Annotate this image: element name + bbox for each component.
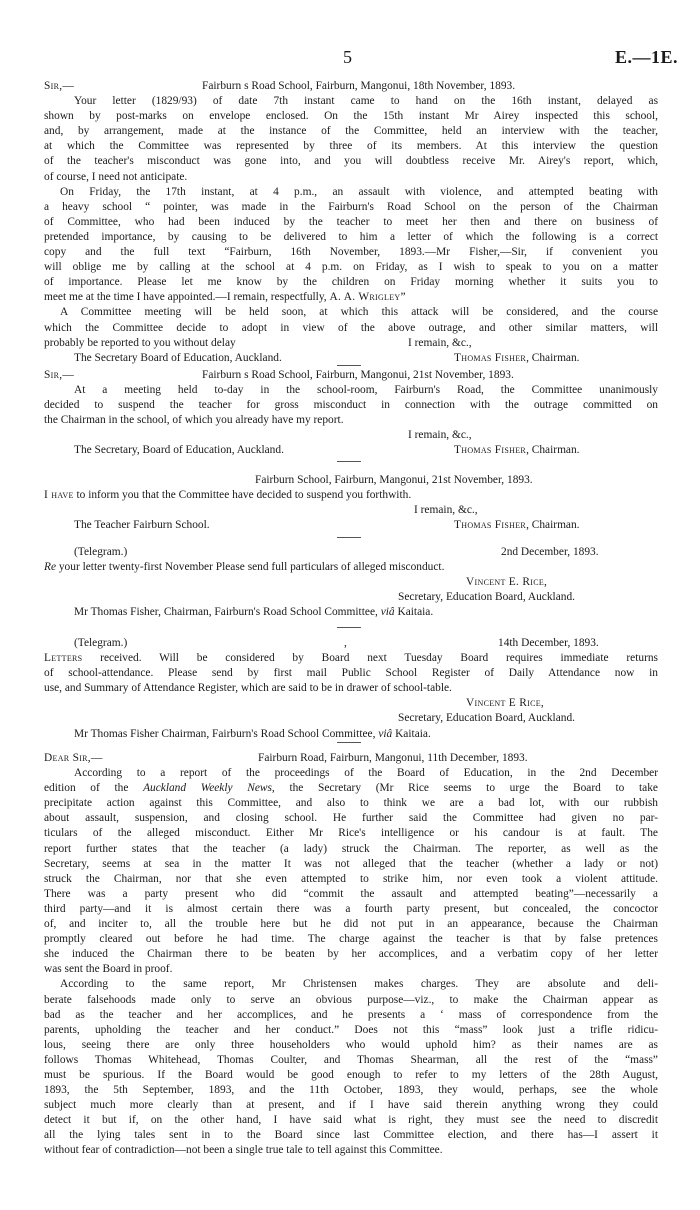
letter-4 [44,751,658,1159]
letter-address: Fairburn School, Fairburn, Mangonui, 21st November, 1893. [255,474,533,486]
paragraph-line: probably be reported to you without delay [44,336,236,349]
quoted-signer: A. A. Wrigley” [329,291,406,304]
signer-title: , Chairman. [526,351,580,364]
page-number: 5 [343,47,352,67]
paragraph-line: decided to suspend the teacher for gross misconduct in connection with the outrage committed on [44,399,658,412]
letter-address: Fairburn s Road School, Fairburn, Mangonui, 21st November, 1893. [202,369,514,381]
salutation: Sir,— [44,80,75,92]
paragraph-line: which the Committee decide to adopt in view of the above outrage, and other similar matters, will [44,321,658,334]
signature [466,575,547,590]
signature [454,518,580,533]
re-word: Re [44,561,57,574]
signer-title: , Chairman. [526,519,580,532]
paragraph-line: at which the Committee was represented by three of its members. At this interview the question [44,140,658,153]
paragraph-line: subject much more clearly than at present, and if I have said therein anything wrong they could [44,1099,658,1112]
paragraph-line: was sent the Board in proof. [44,963,173,976]
telegram-body: received. Will be considered by Board next Tuesday Board requires immediate returns [82,652,658,665]
lead-words: I have [44,489,74,502]
telegram-body: of school-attendance. Please send by first mail Public School Register of Daily Attendance now in [44,667,658,680]
paragraph-line: to inform you that the Committee have decided to suspend you forthwith. [73,489,412,502]
telegram-addressee: Mr Thomas Fisher, Chairman, Fairburn's Road School Committee, [74,606,381,619]
paragraph-line: of the teacher's misconduct was gone into, and you will doubtless receive Mr. Airey's report, which, [44,155,658,168]
paragraph-line: edition of the [44,782,144,795]
telegram-label: (Telegram.) [74,546,128,558]
via-word: viâ [378,727,393,740]
paragraph-line: must be spurious. If the Board would be good enough to refer to my letters of the 28th August, [44,1068,658,1081]
signer-name: Thomas Fisher [454,351,527,364]
paragraph-line: the Secretary (Mr Rice seems to urge the Board to take [274,782,658,795]
telegram-2 [44,636,658,742]
paragraph-line: precipitate action against this Committee, and also to think we are a bad lot, with our rubbish [44,797,658,810]
addressee: The Secretary Board of Education, Auckland. [74,351,282,364]
paragraph-line: ticulars of the alleged misconduct. Either Mr Rice's intelligence or his candour is at fault. The [44,827,658,840]
separator-rule [337,365,361,366]
paragraph-line: At a meeting held to-day in the school-room, Fairburn's Road, the Committee unanimously [74,384,658,397]
paragraph-line: Your letter (1829/93) of date 7th instant came to hand on the 16th instant, delayed as [74,95,658,108]
lead-words: Letters [44,652,83,665]
signature [466,696,544,711]
paragraph-line: follows Thomas Whitehead, Thomas Coulter, and Thomas Shearman, all the rest of the “mass” [44,1053,658,1066]
telegram-place: Kaitaia. [394,606,434,619]
paragraph-line: bad as the teacher and her accomplices, and he presents a ‘ mass of correspondence from the [44,1008,658,1021]
letter-2 [44,368,658,459]
telegram-label: (Telegram.) [74,637,128,649]
paragraph-line: According to a report of the proceedings of the Board of Education, in the 2nd December [74,767,658,780]
telegram-body: use, and Summary of Attendance Register, which are said to be in drawer of school-table. [44,682,452,695]
letter-3 [44,473,658,533]
signer-name: Thomas Fisher [454,444,527,457]
telegram-mark: , [344,637,347,649]
paragraph-line: meet me at the time I have appointed.—I remain, respectfully, [44,291,327,304]
paragraph-line: all the lying tales sent in to the Board since last Committee election, and there has—I assert it [44,1129,658,1142]
paragraph-line: third party—and it is almost certain there was a fourth party present, but concealed, the concoctor [44,902,658,915]
paragraph-line: berate falsehoods made only to serve an obvious purpose—viz., to make the Chairman appear as [44,993,658,1006]
letter-address: Fairburn s Road School, Fairburn, Mangonui, 18th November, 1893. [202,80,516,92]
paragraph-line: report further states that the teacher (a lady) struck the Chairman. The reporter, as well as the [44,842,658,855]
addressee: The Secretary, Board of Education, Auckland. [74,444,284,457]
paragraph-line: 1893, the 5th September, 1893, and the 11th October, 1893, they would, perhaps, see the whole [44,1084,658,1097]
separator-rule [337,461,361,462]
paragraph-line: she induced the Chairman there to be beaten by her accomplices, and a verbatim copy of her letter [44,948,658,961]
paragraph-line: A Committee meeting will be held soon, at which this attack will be considered, and the course [60,306,658,319]
closing: I remain, &c., [414,504,478,517]
paragraph-line: of course, I need not anticipate. [44,170,188,183]
newspaper-title: Auckland Weekly News, [143,782,275,795]
salutation: Dear Sir,— [44,752,103,764]
document-reference: E.—1E. [614,47,678,67]
telegram-1 [44,545,658,620]
closing: I remain, &c., [408,429,472,442]
paragraph-line: and, by arrangement, made at the instance of the Committee, held an interview with the teacher, [44,125,658,138]
paragraph-line: the Chairman in the school, of which you already have my report. [44,414,344,427]
paragraph-line: lous, seeing there are only three householders who would uphold him? as their names are as [44,1038,658,1051]
telegram-body: your letter twenty-first November Please send full particulars of alleged misconduct. [56,561,445,574]
paragraph-line: of Committee, who had been induced by the teacher to meet her then and there on business of [44,215,658,228]
telegram-addressee: Mr Thomas Fisher Chairman, Fairburn's Road School Committee, [74,727,379,740]
letter-address: Fairburn Road, Fairburn, Mangonui, 11th December, 1893. [258,752,528,764]
paragraph-line: parents, upholding the teacher and her conduct.” Does not this “mass” look just a trifle ridicu- [44,1023,658,1036]
signer-name: Vincent E. Rice [466,576,545,589]
signature [454,351,580,366]
paragraph-line: without fear of contradiction—not been a single true tale to tell against this Committee. [44,1144,443,1157]
closing: I remain, &c., [408,336,472,349]
paragraph-line: of importance. Please let me know by the children on Friday morning whether it suits you to [44,276,658,289]
signer-title: , Chairman. [526,444,580,457]
salutation: Sir,— [44,369,75,381]
paragraph-line: detect it but if, on the other hand, I have said what is right, they must see the need to discredit [44,1114,658,1127]
signer-title: Secretary, Education Board, Auckland. [398,712,576,725]
signer-name: Thomas Fisher [454,519,527,532]
paragraph-line: pretended importance, by causing to be delivered to him a letter of which the following is a correct [44,230,658,243]
paragraph-line: of, and inciter to, all the trouble here but he did not put in an appearance, because the Chairman [44,918,658,931]
separator-rule [337,627,361,628]
telegram-date: 2nd December, 1893. [501,546,599,558]
telegram-place: Kaitaia. [392,727,431,740]
paragraph-line: copy and the full text “Fairburn, 16th November, 1893.—Mr Fisher,—Sir, if convenient you [44,246,658,259]
signer-name: Vincent E Rice [466,697,541,710]
separator-rule [337,537,361,538]
paragraph-line: struck the Chairman, nor that she even attempted to strike him, nor even took a violent attitude. [44,872,658,885]
signer-title: Secretary, Education Board, Auckland. [398,591,576,604]
addressee: The Teacher Fairburn School. [74,519,210,532]
letter-1 [44,79,658,366]
paragraph-line: On Friday, the 17th instant, at 4 p.m., an assault with violence, and attempted beating with [60,185,658,198]
paragraph-line: shown by post-marks on envelope enclosed. On the 15th instant Mr Airey inspected this school, [44,110,658,123]
paragraph-line: promptly cleared out before he had time. The charge against the teacher is that by false pretences [44,933,658,946]
paragraph-line: Secretary, seems at sea in the matter It was not alleged that the teacher (whether a lady or not) [44,857,658,870]
via-word: viâ [380,606,395,619]
signature [454,443,580,458]
telegram-date: 14th December, 1893. [498,637,599,649]
paragraph-line: According to the same report, Mr Christensen makes charges. They are absolute and deli- [60,978,658,991]
signer-suffix: , [544,576,547,589]
paragraph-line: There was a party present who did “commit the assault and attempted beating”—necessarily a [44,887,658,900]
paragraph-line: a heavy school “ pointer, was made in the Fairburn's Road School on the person of the Chairman [44,200,658,213]
paragraph-line: will oblige me by calling at the school at 4 p.m. on Friday, as I wish to speak to you on a matter [44,261,658,274]
paragraph-line: about assault, suspension, and closing school. He further said the Committee had given no par- [44,812,658,825]
separator-rule [337,742,361,743]
signer-suffix: , [540,697,544,710]
